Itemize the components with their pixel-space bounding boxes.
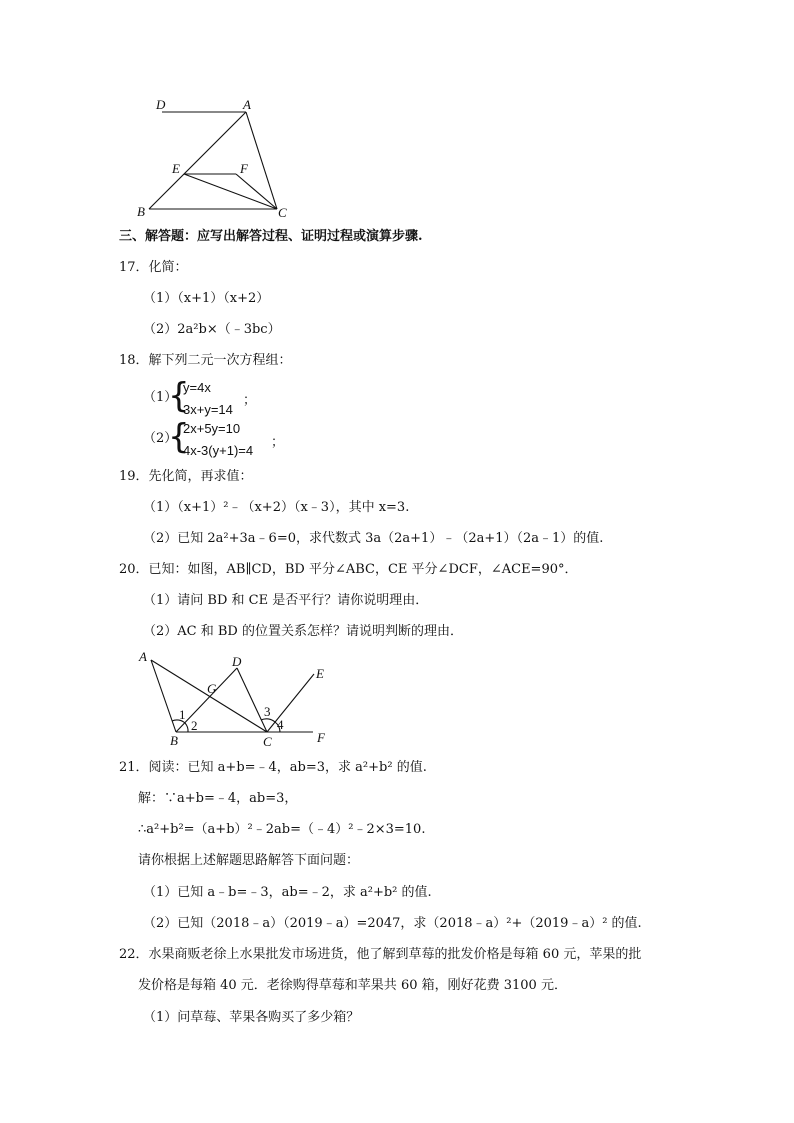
q20-heading: 20．已知：如图，AB∥CD，BD 平分∠ABC，CE 平分∠DCF，∠ACE=90°． — [119, 562, 578, 577]
figure-1 — [130, 92, 300, 224]
q20-part-2: （2）AC 和 BD 的位置关系怎样？请说明判断的理由． — [143, 624, 463, 639]
label-c: C — [278, 205, 287, 220]
q17-part-2: （2）2a²b×（﹣3bc） — [143, 322, 281, 337]
angle-arc-3 — [261, 719, 275, 722]
label-d: D — [232, 654, 242, 669]
q21-heading: 21．阅读：已知 a+b=﹣4，ab=3，求 a²+b² 的值. — [119, 760, 427, 775]
label-a: A — [243, 97, 251, 112]
label-e: E — [172, 161, 180, 176]
q17-heading: 17．化简： — [119, 260, 188, 275]
segment-ab — [149, 112, 246, 209]
q19-heading: 19．先化简，再求值： — [119, 469, 253, 484]
q19-part-2: （2）已知 2a²+3a﹣6=0，求代数式 3a（2a+1）﹣（2a+1）（2a﹣1）的值. — [143, 531, 604, 546]
label-angle-2: 2 — [191, 718, 198, 733]
q18-part-1-brace: { — [168, 376, 190, 416]
label-c: C — [263, 734, 272, 748]
q17-part-1: （1）（x+1）（x+2） — [143, 291, 270, 306]
segment-ce — [267, 674, 314, 732]
q18-part-2-brace: { — [168, 417, 190, 457]
figure-2 — [130, 648, 340, 748]
q21-solution: 解：∵a+b=﹣4，ab=3， — [138, 791, 298, 806]
q18-part-1-eq-1: y=4x — [183, 380, 211, 395]
label-angle-1: 1 — [179, 707, 186, 722]
label-f: F — [240, 161, 248, 176]
q18-part-2-end: ； — [271, 435, 285, 450]
q18-part-2-number: （2） — [143, 431, 178, 446]
label-angle-3: 3 — [264, 704, 271, 719]
label-g: G — [207, 681, 217, 696]
label-b: B — [137, 204, 145, 219]
q18-part-1-number: （1） — [143, 390, 178, 405]
q18-heading: 18．解下列二元一次方程组： — [119, 353, 292, 368]
q21-therefore: ∴a²+b²=（a+b）²﹣2ab=（﹣4）²﹣2×3=10. — [138, 822, 426, 837]
segment-ac — [246, 112, 277, 209]
label-angle-4: 4 — [277, 717, 284, 732]
q18-part-2-eq-2: 4x-3(y+1)=4 — [183, 443, 254, 458]
angle-arc-2 — [185, 723, 188, 732]
q22-line-1: 22．水果商贩老徐上水果批发市场进货，他了解到草莓的批发价格是每箱 60 元，苹果的批 — [119, 947, 642, 962]
q22-part-1: （1）问草莓、苹果各购买了多少箱？ — [143, 1010, 360, 1025]
q21-part-1: （1）已知 a﹣b=﹣3，ab=﹣2，求 a²+b² 的值. — [143, 885, 432, 900]
label-e: E — [316, 666, 324, 681]
q19-part-1: （1）（x+1）²﹣（x+2）（x﹣3），其中 x=3. — [143, 500, 410, 515]
q22-line-2: 发价格是每箱 40 元．老徐购得草莓和苹果共 60 箱，刚好花费 3100 元． — [138, 978, 567, 993]
q18-part-1-end: ； — [243, 393, 257, 408]
segment-ec — [184, 174, 277, 209]
q18-part-2-eq-1: 2x+5y=10 — [183, 421, 241, 436]
q21-part-2: （2）已知（2018﹣a）（2019﹣a）=2047，求（2018﹣a）²+（2019﹣a）² 的值. — [143, 916, 642, 931]
label-a: A — [139, 649, 147, 664]
q21-prompt: 请你根据上述解题思路解答下面问题： — [138, 853, 360, 868]
label-b: B — [170, 733, 178, 748]
q18-part-1-eq-2: 3x+y=14 — [183, 402, 233, 417]
label-d: D — [156, 97, 166, 112]
q20-part-1: （1）请问 BD 和 CE 是否平行？请你说明理由． — [143, 593, 429, 608]
section-3-heading: 三、解答题：应写出解答过程、证明过程或演算步骤. — [119, 229, 423, 244]
label-f: F — [317, 730, 325, 745]
